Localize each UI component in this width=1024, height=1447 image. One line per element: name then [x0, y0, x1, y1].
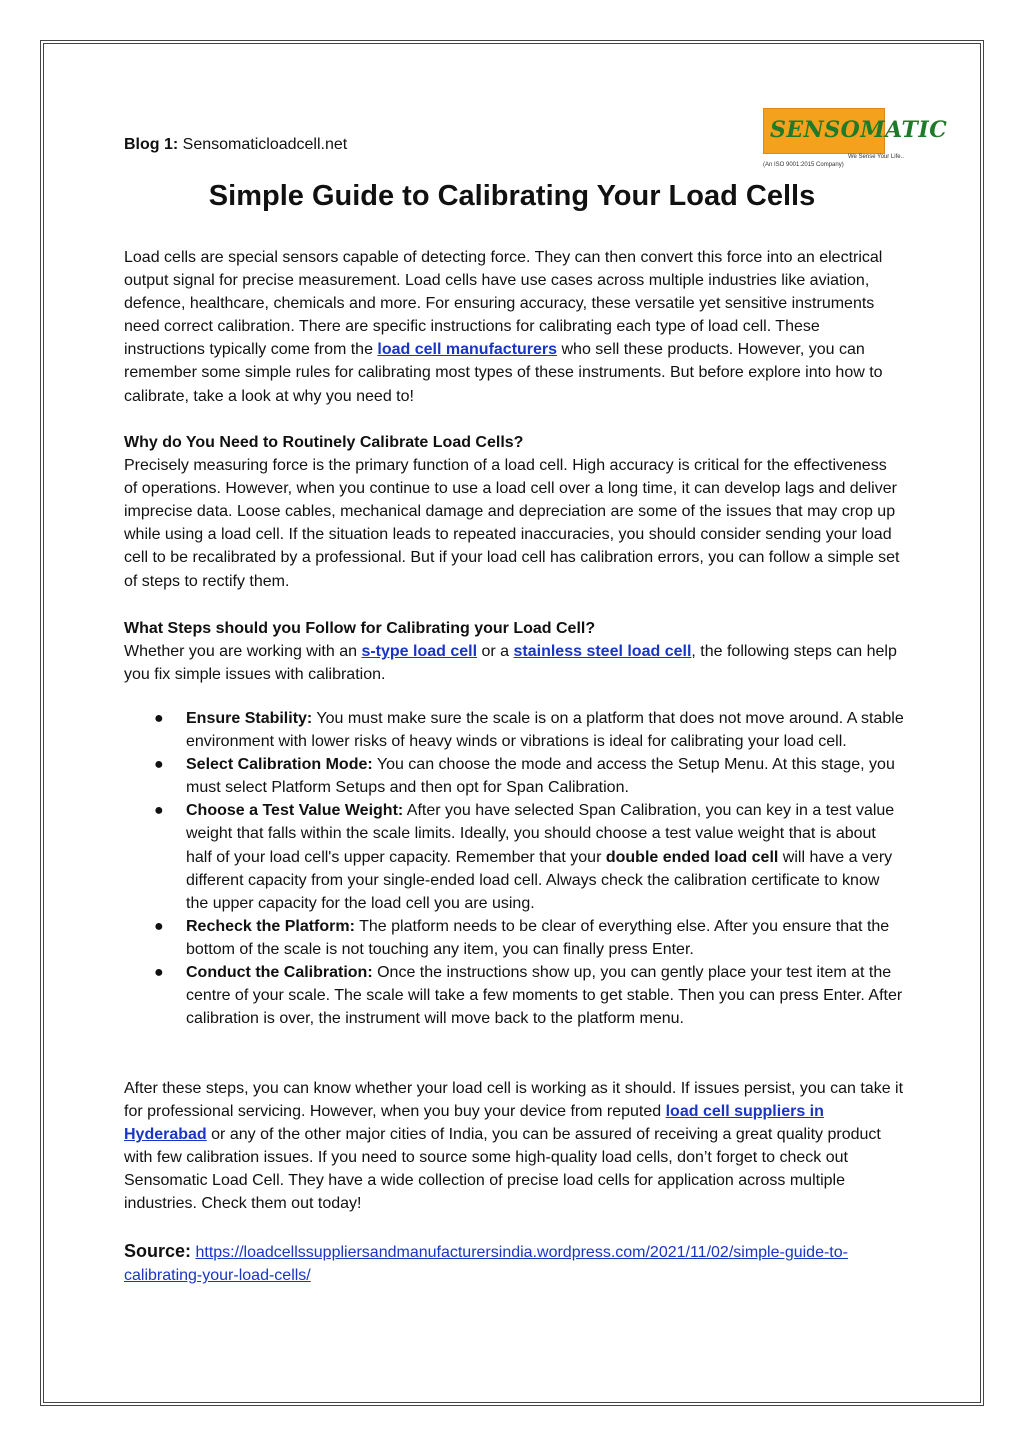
intro-paragraph — [124, 246, 904, 408]
steps-intro-text-1: Whether you are working with an — [124, 643, 362, 661]
step-label: Choose a Test Value Weight: — [186, 802, 404, 820]
logo-background — [763, 108, 948, 154]
intro-text-2: who sell these products. However, you can remember some simple rules for calibrating most types of these instruments. But before explore into how to calibrate, take a look at why you need to! — [124, 341, 883, 405]
logo-text: SENSOMATIC — [770, 117, 948, 143]
page-title: Simple Guide to Calibrating Your Load Cells — [208, 180, 816, 212]
s-type-load-cell-link[interactable]: s-type load cell — [361, 643, 478, 661]
step-text: You can choose the mode and access the Setup Menu. At this stage, you must select Platform Setups and then opt for Span Calibration. — [186, 756, 895, 797]
logo-certification: (An ISO 9001:2015 Company) — [763, 162, 844, 168]
step-text: will have a very different capacity from your single-ended load cell. Always check the calibration certificate to know the upper capacity for the load cell you are using. — [186, 848, 893, 912]
source-url-link[interactable]: https://loadcellssuppliersandmanufacturersindia.wordpress.com/2021/11/02/simple-guide-to-calibrating-your-load-cells/ — [124, 1244, 848, 1285]
step-label: Select Calibration Mode: — [186, 756, 373, 774]
list-item — [124, 915, 904, 961]
intro-text-1: Load cells are special sensors capable of detecting force. They can then convert this force into an electrical output signal for precise measurement. Load cells have use cases across multiple industries like aviation, defence, healthcare, chemicals and more. For ensuring accuracy, these versatile yet sensitive instruments need correct calibration. There are specific instructions for calibrating each type of load cell. These instructions typically come from the — [124, 249, 883, 359]
conclusion-text-1: After these steps, you can know whether your load cell is working as it should. If issues persist, you can take it for professional servicing. However, when you buy your device from reputed — [124, 1080, 904, 1121]
bullet-icon: ● — [154, 964, 164, 982]
section-steps-heading: What Steps should you Follow for Calibrating your Load Cell? — [124, 620, 596, 637]
source-label: Source: — [124, 1241, 192, 1261]
bullet-icon: ● — [154, 710, 164, 727]
section-why-calibrate — [124, 431, 904, 593]
step-label: Ensure Stability: — [186, 710, 313, 727]
list-item — [124, 753, 904, 799]
stainless-steel-load-cell-link[interactable]: stainless steel load cell — [513, 643, 692, 661]
section-steps-intro — [124, 617, 904, 686]
step-text: The platform needs to be clear of everything else. After you ensure that the bottom of the scale is not touching any item, you can finally press Enter. — [186, 917, 890, 958]
sensomatic-logo — [760, 108, 948, 172]
section-steps-body — [124, 640, 904, 686]
conclusion-text-2: or any of the other major cities of India, you can be assured of receiving a great quality product with few calibration issues. If you need to source some high-quality load cells, don’t forget to check out Sensomatic Load Cell. They have a wide collection of precise load cells for application across multiple industries. Check them out today! — [124, 1126, 881, 1213]
list-item — [124, 707, 904, 753]
section-why-heading: Why do You Need to Routinely Calibrate Load Cells? — [124, 434, 524, 451]
list-item — [124, 961, 904, 1030]
conclusion-paragraph — [124, 1077, 904, 1216]
step-label: Recheck the Platform: — [186, 917, 355, 935]
logo-tagline: We Sense Your Life.. — [848, 154, 904, 160]
blog-header — [124, 136, 347, 154]
steps-intro-text-3: , the following steps can help you fix simple issues with calibration. — [124, 643, 897, 684]
list-item — [124, 799, 904, 914]
blog-label: Blog 1: — [124, 136, 179, 153]
section-why-body: Precisely measuring force is the primary function of a load cell. High accuracy is critical for the effectiveness of operations. However, when you continue to use a load cell over a long time, it can develop lags and deliver imprecise data. Loose cables, mechanical damage and depreciation are some of the issues that may crop up while using a load cell. If the situation leads to repeated inaccuracies, you should consider sending your load cell to be recalibrated by a professional. But if your load cell has calibration errors, you can follow a simple set of steps to rectify them. — [124, 457, 900, 590]
step-text: You must make sure the scale is on a platform that does not move around. A stable environment with lower risks of heavy winds or vibrations is ideal for calibrating your load cell. — [186, 710, 904, 751]
source-line — [124, 1240, 904, 1287]
load-cell-manufacturers-link[interactable]: load cell manufacturers — [377, 341, 558, 359]
bullet-icon: ● — [154, 802, 164, 820]
step-bold-term: double ended load cell — [605, 848, 779, 866]
step-label: Conduct the Calibration: — [186, 964, 373, 982]
bullet-icon: ● — [154, 917, 164, 935]
step-text: Once the instructions show up, you can gently place your test item at the centre of your scale. The scale will take a few moments to get stable. Then you can press Enter. After calibration is over, the instrument will move back to the platform menu. — [186, 964, 903, 1028]
load-cell-suppliers-hyderabad-link[interactable]: load cell suppliers in Hyderabad — [124, 1103, 824, 1144]
blog-site: Sensomaticloadcell.net — [182, 136, 348, 153]
steps-intro-text-2: or a — [477, 643, 514, 661]
bullet-icon: ● — [154, 756, 164, 774]
calibration-steps-list — [124, 707, 904, 1030]
step-text: After you have selected Span Calibration, you can key in a test value weight that falls within the scale limits. Ideally, you should choose a test value weight that is about half of your load cell's upper capacity. Remember that your — [186, 802, 895, 866]
